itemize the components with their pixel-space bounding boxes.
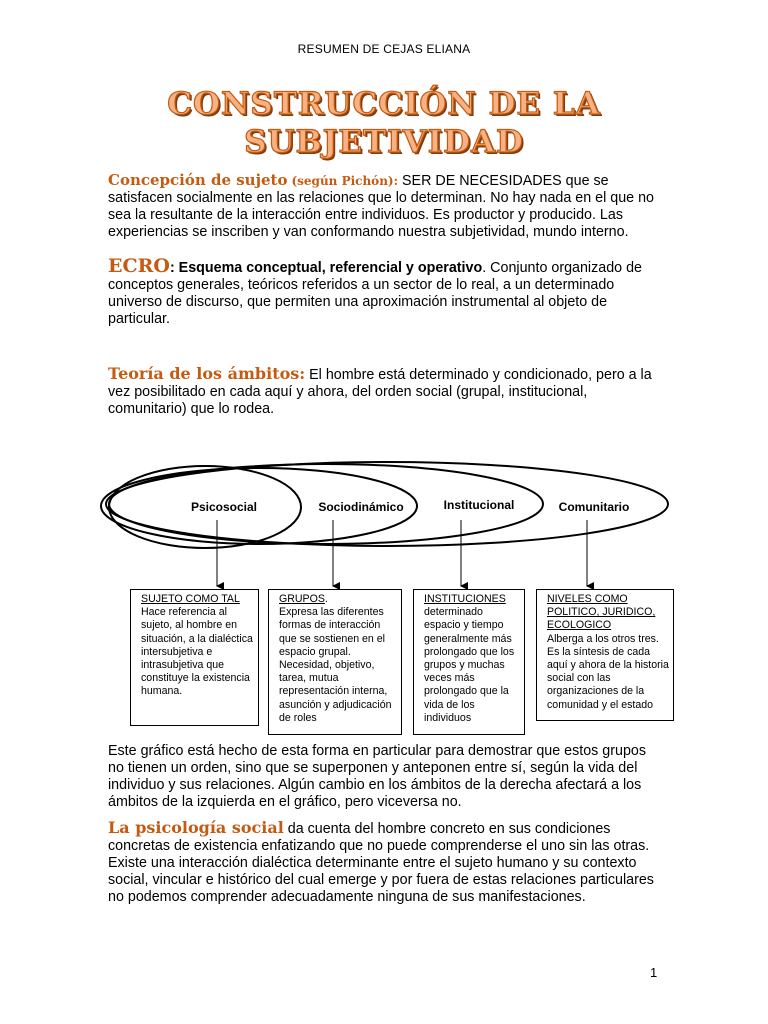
box-instituciones-body: determinado espacio y tiempo generalmente más prolongado que los grupos y muchas veces más prolongado que la vida de los individuos	[424, 606, 515, 724]
label-comunitario: Comunitario	[558, 500, 630, 514]
box-grupos-title: GRUPOS	[279, 593, 325, 605]
psicologia-paragraph	[108, 819, 664, 906]
teoria-heading: Teoría de los ámbitos:	[108, 364, 306, 383]
ambitos-diagram	[0, 440, 768, 600]
box-sujeto	[130, 589, 259, 726]
box-niveles	[536, 589, 674, 721]
ecro-definition: : Esquema conceptual, referencial y operativo	[169, 260, 483, 276]
grafico-body: Este gráfico está hecho de esta forma en particular para demostrar que estos grupos no tienen un orden, sino que se superponen y anteponen entre sí, según la vida del individuo y sus relaciones. Algún cambio en los ámbitos de la derecha afectará a los ámbitos de la izquierda en el gráfico, pero viceversa no.	[108, 743, 647, 810]
box-instituciones-title: INSTITUCIONES	[424, 593, 506, 605]
teoria-body: El hombre está determinado y condicionado, pero a la vez posibilitado en cada aquí y ahora, del orden social (grupal, institucional, comunitario) que lo rodea.	[108, 367, 652, 417]
ecro-body: . Conjunto organizado de conceptos generales, teóricos referidos a un sector de lo real, a un determinado universo de discurso, que permiten una aproximación instrumental al objeto de particular.	[108, 260, 642, 327]
concepcion-heading: Concepción de sujeto	[108, 171, 288, 189]
ecro-paragraph	[108, 255, 664, 328]
box-grupos-title-line	[279, 593, 397, 606]
page-header: RESUMEN DE CEJAS ELIANA	[297, 42, 471, 56]
box-grupos	[268, 589, 402, 735]
psicologia-heading: La psicología social	[108, 818, 284, 837]
box-instituciones	[413, 589, 525, 735]
document-title-line1: CONSTRUCCIÓN DE LA	[167, 86, 601, 122]
psicologia-body: da cuenta del hombre concreto en sus condiciones concretas de existencia enfatizando que no puede comprenderse el uno sin las otras. Existe una interacción dialéctica determinante entre el sujeto humano y su contexto social, vincular e histórico del cual emerge y por fuera de estas relaciones particulares no podemos comprender adecuadamente ninguna de sus manifestaciones.	[108, 821, 654, 905]
document-title-line2: SUBJETIVIDAD	[244, 124, 524, 160]
page-number: 1	[650, 965, 658, 980]
label-psicosocial: Psicosocial	[190, 500, 258, 514]
label-sociodinamico: Sociodinámico	[318, 500, 404, 514]
concepcion-subheading: (según Pichón):	[291, 174, 399, 188]
box-niveles-title: NIVELES COMO POLITICO, JURIDICO, ECOLOGICO	[547, 593, 656, 632]
box-grupos-title-suffix: .	[324, 593, 328, 605]
box-grupos-body: Expresa las diferentes formas de interacción que se sostienen en el espacio grupal. Necesidad, objetivo, tarea, mutua representación interna, asunción y adjudicación de roles	[279, 606, 392, 724]
ecro-heading: ECRO	[108, 255, 170, 277]
box-sujeto-body: Hace referencia al sujeto, al hombre en situación, a la dialéctica intersubjetiva e intrasubjetiva que constituye la existencia humana.	[141, 606, 253, 698]
grafico-paragraph	[108, 743, 664, 811]
label-institucional: Institucional	[443, 498, 515, 512]
box-sujeto-title: SUJETO COMO TAL	[141, 593, 240, 605]
teoria-paragraph	[108, 365, 664, 418]
box-niveles-body: Alberga a los otros tres. Es la síntesis de cada aquí y ahora de la historia social con las organizaciones de la comunidad y el estado	[547, 632, 669, 711]
concepcion-body: SER DE NECESIDADES que se satisfacen socialmente en las relaciones que lo determinan. No hay nada en el que no sea la resultante de la interacción entre individuos. Es productor y producido. Las experiencias se inscriben y van conformando nuestra subjetividad, mundo interno.	[108, 173, 655, 240]
concepcion-paragraph	[108, 172, 664, 241]
